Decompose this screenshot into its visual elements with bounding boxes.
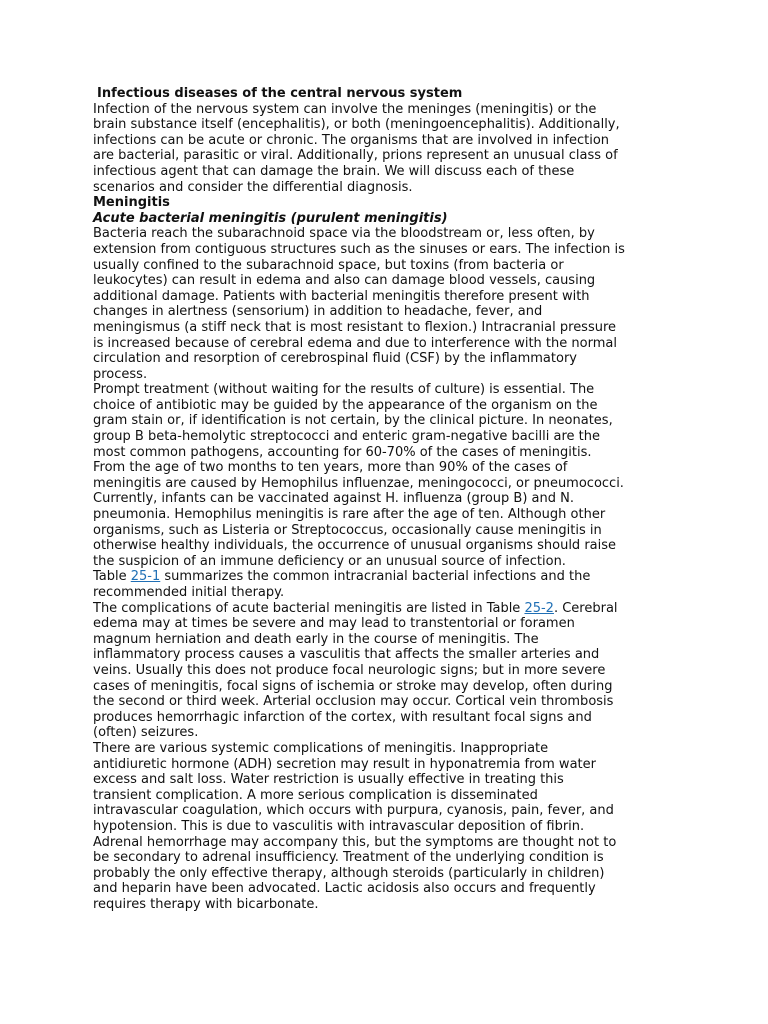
text-line: brain substance itself (encephalitis), or both (meningoencephalitis). Additionally, (93, 117, 620, 133)
text-line: organisms, such as Listeria or Streptococcus, occasionally cause meningitis in (93, 522, 602, 538)
text-line: veins. Usually this does not produce focal neurologic signs; but in more severe (93, 662, 606, 678)
text-line: are bacterial, parasitic or viral. Additionally, prions represent an unusual class of (93, 148, 618, 164)
text-line (93, 569, 683, 585)
document-title: Infectious diseases of the central nervous system (97, 86, 463, 101)
text-fragment: . Cerebral (553, 600, 618, 616)
subsection-heading: Acute bacterial meningitis (purulent meningitis) (93, 210, 448, 226)
paragraph-systemic-complications (93, 741, 683, 913)
text-line: produces hemorrhagic infarction of the cortex, with resultant focal signs and (93, 709, 592, 725)
text-line: the second or third week. Arterial occlusion may occur. Cortical vein thrombosis (93, 694, 614, 710)
text-fragment: The complications of acute bacterial meningitis are listed in Table (93, 600, 525, 616)
section-heading: Meningitis (93, 195, 170, 211)
text-line: From the age of two months to ten years, more than 90% of the cases of (93, 460, 568, 476)
text-line: requires therapy with bicarbonate. (93, 896, 319, 912)
text-line: otherwise healthy individuals, the occurrence of unusual organisms should raise (93, 538, 617, 554)
text-line: is increased because of cerebral edema and due to interference with the normal (93, 335, 617, 351)
text-line: inflammatory process causes a vasculitis that affects the smaller arteries and (93, 647, 600, 663)
text-line: choice of antibiotic may be guided by the appearance of the organism on the (93, 397, 598, 413)
text-line: Infection of the nervous system can involve the meninges (meningitis) or the (93, 101, 597, 117)
paragraph-treatment (93, 382, 683, 569)
text-line: recommended initial therapy. (93, 585, 285, 600)
paragraph-complications (93, 601, 683, 741)
text-line: most common pathogens, accounting for 60-70% of the cases of meningitis. (93, 444, 592, 460)
text-line: excess and salt loss. Water restriction is usually effective in treating this (93, 772, 564, 788)
text-line: group B beta-hemolytic streptococci and enteric gram-negative bacilli are the (93, 429, 600, 445)
text-line: probably the only effective therapy, although steroids (particularly in children) (93, 865, 605, 881)
document-page (93, 86, 683, 912)
text-line: Currently, infants can be vaccinated against H. influenza (group B) and N. (93, 491, 574, 507)
text-line: usually confined to the subarachnoid space, but toxins (from bacteria or (93, 257, 564, 273)
paragraph-table-reference (93, 569, 683, 600)
text-line: the suspicion of an immune deficiency or an unusual source of infection. (93, 553, 566, 569)
text-line: scenarios and consider the differential diagnosis. (93, 179, 413, 195)
intro-paragraph (93, 102, 683, 196)
text-line: pneumonia. Hemophilus meningitis is rare after the age of ten. Although other (93, 507, 606, 523)
text-line: edema may at times be severe and may lead to transtentorial or foramen (93, 616, 575, 632)
text-line: hypotension. This is due to vasculitis with intravascular deposition of fibrin. (93, 818, 585, 834)
text-line: process. (93, 366, 148, 382)
table-25-1-link[interactable]: 25-1 (130, 569, 161, 585)
table-25-2-link[interactable]: 25-2 (524, 600, 554, 616)
text-line: be secondary to adrenal insufficiency. Treatment of the underlying condition is (93, 850, 604, 866)
text-line: additional damage. Patients with bacterial meningitis therefore present with (93, 288, 590, 304)
text-fragment: Table (93, 569, 131, 585)
text-line: Adrenal hemorrhage may accompany this, but the symptoms are thought not to (93, 834, 617, 850)
paragraph-pathophysiology (93, 226, 683, 382)
text-line (93, 601, 683, 617)
text-line: meningismus (a stiff neck that is most resistant to flexion.) Intracranial pressure (93, 319, 617, 335)
text-line: There are various systemic complications of meningitis. Inappropriate (93, 740, 549, 756)
text-line: Prompt treatment (without waiting for the results of culture) is essential. The (93, 382, 595, 398)
text-line: infectious agent that can damage the brain. We will discuss each of these (93, 163, 575, 179)
text-line: gram stain or, if identification is not certain, by the clinical picture. In neonates, (93, 413, 613, 429)
text-line: magnum herniation and death early in the course of meningitis. The (93, 631, 539, 647)
text-line: leukocytes) can result in edema and also can damage blood vessels, causing (93, 273, 596, 289)
text-line: antidiuretic hormone (ADH) secretion may result in hyponatremia from water (93, 756, 596, 772)
text-line: Bacteria reach the subarachnoid space via the bloodstream or, less often, by (93, 226, 595, 242)
text-fragment: summarizes the common intracranial bacterial infections and the (160, 569, 591, 585)
text-line: intravascular coagulation, which occurs with purpura, cyanosis, pain, fever, and (93, 803, 614, 819)
text-line: cases of meningitis, focal signs of ischemia or stroke may develop, often during (93, 678, 613, 694)
text-line: changes in alertness (sensorium) in addition to headache, fever, and (93, 304, 543, 320)
text-line: circulation and resorption of cerebrospinal fluid (CSF) by the inflammatory (93, 351, 577, 367)
text-line: infections can be acute or chronic. The organisms that are involved in infection (93, 132, 610, 148)
text-line: (often) seizures. (93, 725, 199, 741)
text-line: and heparin have been advocated. Lactic acidosis also occurs and frequently (93, 881, 596, 897)
text-line: transient complication. A more serious complication is disseminated (93, 787, 538, 803)
text-line: meningitis are caused by Hemophilus influenzae, meningococci, or pneumococci. (93, 475, 624, 491)
text-line: extension from contiguous structures such as the sinuses or ears. The infection is (93, 241, 625, 257)
